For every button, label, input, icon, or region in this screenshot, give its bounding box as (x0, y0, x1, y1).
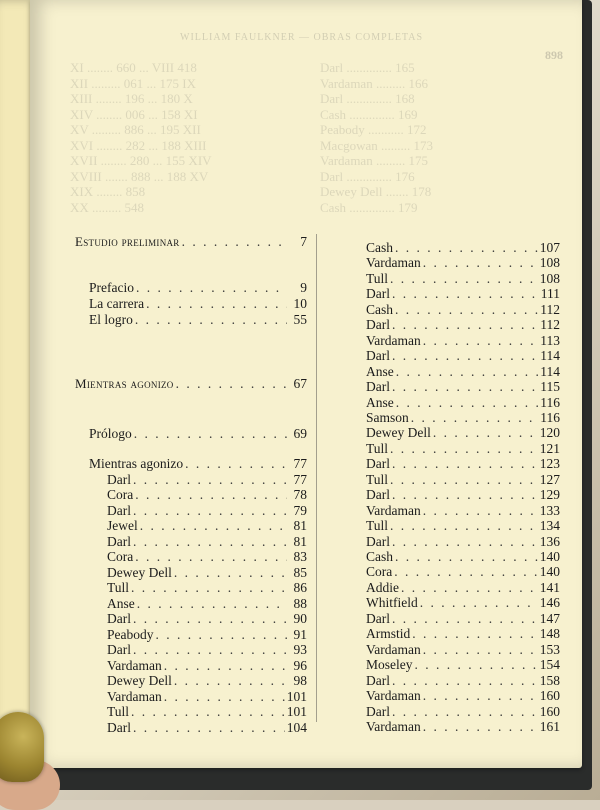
toc-entry-title: Darl (107, 472, 131, 487)
toc-entry-title: Darl (107, 534, 131, 549)
toc-entry-title: Darl (366, 487, 390, 502)
bleed-left-lines (70, 60, 300, 215)
bleed-line: XVIII ....... 888 ... 188 XV (70, 168, 209, 184)
toc-entry-title: Whitfield (366, 595, 418, 610)
dot-leader (174, 673, 287, 689)
toc-entry-page: 136 (539, 534, 560, 549)
dot-leader (133, 503, 287, 519)
toc-entry[interactable] (75, 627, 307, 643)
toc-entry[interactable] (75, 487, 307, 503)
bleed-line: Vardaman ......... 175 (320, 153, 428, 168)
dot-leader (164, 658, 287, 674)
bleed-line: Darl .............. 176 (320, 168, 415, 184)
toc-entry-page: 107 (539, 240, 560, 255)
toc-entry-page: 140 (539, 564, 560, 579)
dot-leader (392, 611, 538, 627)
toc-entry-page: 160 (539, 688, 560, 703)
toc-entry-page: 154 (539, 657, 560, 672)
dot-leader (176, 376, 287, 392)
toc-entry[interactable] (366, 518, 560, 534)
toc-entry-page: 148 (539, 626, 560, 641)
dot-leader (133, 534, 287, 550)
toc-entry[interactable] (75, 704, 307, 720)
toc-entry[interactable] (366, 534, 560, 550)
column-divider (316, 234, 317, 722)
toc-entry[interactable] (366, 333, 560, 349)
toc-entry-title: Vardaman (366, 255, 421, 270)
toc-entry[interactable] (75, 472, 307, 488)
dot-leader (392, 317, 538, 333)
toc-entry-page: 96 (293, 658, 307, 673)
toc-entry-title: Cora (107, 487, 134, 502)
toc-entry-title: Cora (107, 549, 134, 564)
toc-entry-title: Peabody (107, 627, 154, 642)
toc-entry[interactable] (75, 580, 307, 596)
toc-entry-page: 9 (300, 280, 307, 295)
toc-entry[interactable] (366, 719, 560, 735)
toc-entry-title: Cash (366, 549, 393, 564)
dot-leader (423, 255, 538, 271)
dot-leader (136, 280, 287, 296)
dot-leader (423, 503, 538, 519)
toc-entry[interactable] (366, 425, 560, 441)
toc-entry-page: 160 (539, 704, 560, 719)
dot-leader (394, 564, 538, 580)
dot-leader (392, 534, 538, 550)
toc-entry[interactable] (75, 720, 307, 736)
bleed-line: XI ........ 660 ... VIII 418 (70, 60, 197, 75)
toc-entry-title: Mientras agonizo (75, 376, 174, 391)
toc-entry-title: Vardaman (107, 658, 162, 673)
toc-entry[interactable] (366, 410, 560, 426)
dot-leader (390, 441, 538, 457)
dot-leader (131, 580, 287, 596)
bleed-line: Darl .............. 168 (320, 91, 415, 106)
dot-leader (423, 333, 539, 349)
bleed-line: Macgowan ......... 173 (320, 137, 434, 153)
toc-entry-title: Vardaman (107, 689, 162, 704)
toc-entry-title: Darl (366, 673, 390, 688)
toc-entry-title: Dewey Dell (366, 425, 431, 440)
dot-leader (423, 642, 538, 658)
toc-entry-title: Vardaman (366, 503, 421, 518)
toc-entry-title: Tull (366, 518, 389, 533)
toc-entry-title: Samson (366, 410, 409, 425)
toc-entry-page: 112 (540, 302, 560, 317)
toc-entry[interactable] (366, 456, 560, 472)
toc-entry[interactable] (75, 611, 307, 627)
toc-entry-page: 67 (293, 376, 307, 391)
toc-entry-page: 83 (293, 549, 307, 564)
dot-leader (392, 487, 538, 503)
toc-entry-page: 98 (293, 673, 307, 688)
toc-entry[interactable] (75, 456, 307, 472)
dot-leader (392, 348, 538, 364)
toc-entry-page: 77 (293, 456, 307, 471)
dot-leader (134, 426, 287, 442)
toc-entry-title: Tull (107, 704, 130, 719)
toc-entry-page: 146 (539, 595, 560, 610)
toc-entry-page: 10 (293, 296, 307, 311)
toc-entry-title: Darl (366, 456, 390, 471)
toc-entry-page: 90 (293, 611, 307, 626)
toc-entry-title: Tull (366, 441, 389, 456)
toc-entry[interactable] (366, 271, 560, 287)
toc-entry-page: 55 (293, 312, 307, 327)
toc-entry-page: 111 (540, 286, 560, 301)
toc-entry-page: 77 (293, 472, 307, 487)
dot-leader (133, 642, 287, 658)
toc-entry-title: Vardaman (366, 688, 421, 703)
bleed-line: Cash .............. 179 (320, 199, 418, 215)
toc-entry-page: 81 (293, 518, 307, 533)
toc-entry[interactable] (75, 503, 307, 519)
bleed-line: Cash .............. 169 (320, 106, 418, 122)
bleed-line: XIX ........ 858 (70, 184, 146, 199)
toc-entry[interactable] (366, 626, 560, 642)
toc-entry[interactable] (366, 704, 560, 720)
toc-entry-page: 104 (286, 720, 307, 735)
toc-entry[interactable] (366, 348, 560, 364)
toc-entry[interactable] (366, 564, 560, 580)
toc-entry[interactable] (366, 240, 560, 256)
toc-entry-title: Darl (366, 286, 390, 301)
toc-entry-title: Darl (107, 611, 131, 626)
dot-leader (423, 688, 538, 704)
toc-entry-title: Tull (366, 271, 389, 286)
toc-entry-page: 114 (540, 348, 560, 363)
toc-entry-title: Vardaman (366, 333, 421, 348)
toc-entry[interactable] (366, 487, 560, 503)
dot-leader (392, 379, 538, 395)
toc-entry-page: 7 (300, 234, 307, 249)
toc-entry-title: Darl (107, 642, 131, 657)
dot-leader (185, 456, 287, 472)
dot-leader (412, 626, 537, 642)
dot-leader (423, 719, 538, 735)
toc-entry-title: Prólogo (89, 426, 132, 441)
toc-entry-page: 123 (539, 456, 560, 471)
toc-entry-title: Cash (366, 302, 393, 317)
toc-entry-title: Darl (107, 720, 131, 735)
toc-entry[interactable] (366, 503, 560, 519)
toc-entry[interactable] (75, 658, 307, 674)
dot-leader (135, 549, 287, 565)
toc-entry-page: 112 (540, 317, 560, 332)
toc-entry-page: 115 (540, 379, 560, 394)
toc-entry[interactable] (75, 549, 307, 565)
toc-entry-page: 69 (293, 426, 307, 441)
dot-leader (390, 518, 538, 534)
bleed-line: XIII ........ 196 ... 180 X (70, 91, 193, 106)
dot-leader (392, 456, 538, 472)
toc-entry[interactable] (75, 376, 307, 392)
dot-leader (131, 704, 285, 720)
toc-entry[interactable] (366, 286, 560, 302)
bleed-right-lines (320, 60, 520, 215)
toc-entry-page: 161 (539, 719, 560, 734)
toc-entry-page: 141 (539, 580, 560, 595)
toc-entry-title: Prefacio (89, 280, 134, 295)
bleed-through-text (50, 0, 570, 220)
dot-leader (411, 410, 538, 426)
dot-leader (174, 565, 287, 581)
toc-entry-title: Addie (366, 580, 399, 595)
toc-entry[interactable] (366, 441, 560, 457)
bleed-line: Vardaman ......... 166 (320, 75, 428, 91)
dot-leader (392, 286, 539, 302)
toc-entry-title: Cora (366, 564, 393, 579)
toc-entry[interactable] (75, 518, 307, 534)
toc-entry-title: Tull (107, 580, 130, 595)
toc-entry-page: 78 (293, 487, 307, 502)
toc-entry[interactable] (75, 642, 307, 658)
book-page (30, 0, 582, 768)
toc-entry-title: Darl (366, 317, 390, 332)
toc-entry[interactable] (75, 426, 307, 442)
dot-leader (420, 595, 538, 611)
toc-entry[interactable] (366, 472, 560, 488)
toc-entry-page: 116 (540, 410, 560, 425)
dot-leader (392, 704, 538, 720)
bleed-line: Darl .............. 165 (320, 60, 415, 75)
toc-entry[interactable] (366, 549, 560, 565)
toc-entry-page: 108 (539, 271, 560, 286)
toc-entry-title: Anse (366, 364, 394, 379)
toc-entry[interactable] (75, 534, 307, 550)
dot-leader (390, 271, 538, 287)
toc-entry-page: 140 (539, 549, 560, 564)
dot-leader (433, 425, 538, 441)
toc-entry[interactable] (366, 688, 560, 704)
dot-leader (133, 611, 287, 627)
toc-entry[interactable] (75, 689, 307, 705)
toc-entry[interactable] (75, 234, 307, 250)
toc-entry-title: Dewey Dell (107, 565, 172, 580)
toc-entry-title: La carrera (89, 296, 145, 311)
toc-entry-title: Estudio preliminar (75, 234, 180, 249)
toc-entry-page: 158 (539, 673, 560, 688)
toc-entry-title: Mientras agonizo (89, 456, 184, 471)
bleed-line: XVII ........ 280 ... 155 XIV (70, 153, 212, 168)
toc-entry[interactable] (366, 580, 560, 596)
dot-leader (182, 234, 287, 250)
toc-entry[interactable] (366, 611, 560, 627)
bleed-page-number: 898 (545, 48, 563, 62)
bleed-line: Peabody ........... 172 (320, 122, 427, 137)
toc-entry-page: 129 (539, 487, 560, 502)
dot-leader (401, 580, 538, 596)
toc-entry-page: 79 (293, 503, 307, 518)
toc-entry-page: 88 (293, 596, 307, 611)
dot-leader (146, 296, 287, 312)
toc-entry-page: 153 (539, 642, 560, 657)
dot-leader (135, 487, 287, 503)
bleed-line: XII ......... 061 ... 175 IX (70, 75, 197, 91)
toc-entry[interactable] (366, 379, 560, 395)
dot-leader (395, 240, 538, 256)
toc-entry[interactable] (366, 595, 560, 611)
toc-entry-title: Tull (366, 472, 389, 487)
toc-entry[interactable] (366, 657, 560, 673)
dot-leader (396, 395, 539, 411)
toc-entry-title: Moseley (366, 657, 413, 672)
toc-entry-page: 133 (539, 503, 560, 518)
toc-entry-title: Darl (366, 704, 390, 719)
toc-entry-title: Armstid (366, 626, 411, 641)
toc-entry-page: 134 (539, 518, 560, 533)
toc-entry-title: Darl (366, 611, 390, 626)
toc-entry-page: 120 (539, 425, 560, 440)
toc-entry-title: Anse (107, 596, 135, 611)
toc-entry-page: 85 (293, 565, 307, 580)
bleed-line: XVI ........ 282 ... 188 XIII (70, 137, 207, 153)
toc-entry-page: 86 (293, 580, 307, 595)
dot-leader (390, 472, 538, 488)
dot-leader (133, 472, 287, 488)
dot-leader (137, 596, 287, 612)
toc-entry-title: Darl (107, 503, 131, 518)
toc-entry[interactable] (366, 395, 560, 411)
bleed-line: XX ......... 548 (70, 199, 145, 215)
toc-entry[interactable] (75, 312, 307, 328)
bleed-header: WILLIAM FAULKNER — OBRAS COMPLETAS (180, 32, 424, 43)
bleed-line: Dewey Dell ....... 178 (320, 184, 432, 199)
toc-entry[interactable] (366, 364, 560, 380)
toc-entry[interactable] (366, 642, 560, 658)
toc-entry-page: 114 (540, 364, 560, 379)
toc-entry[interactable] (366, 302, 560, 318)
dot-leader (395, 549, 538, 565)
toc-entry-page: 121 (539, 441, 560, 456)
toc-entry-title: Cash (366, 240, 393, 255)
toc-entry[interactable] (75, 296, 307, 312)
dot-leader (164, 689, 285, 705)
toc-entry-page: 101 (286, 704, 307, 719)
toc-entry-page: 91 (293, 627, 307, 642)
toc-entry-page: 93 (293, 642, 307, 657)
toc-entry-title: El logro (89, 312, 133, 327)
bleed-line: XIV ........ 006 ... 158 XI (70, 106, 198, 122)
dot-leader (135, 312, 287, 328)
dot-leader (395, 302, 538, 318)
toc-entry[interactable] (75, 280, 307, 296)
toc-entry-title: Darl (366, 534, 390, 549)
toc-entry-page: 113 (540, 333, 560, 348)
toc-entry-title: Jewel (107, 518, 138, 533)
toc-entry-page: 147 (539, 611, 560, 626)
dot-leader (415, 657, 538, 673)
bleed-line: XV ......... 886 ... 195 XII (70, 122, 201, 137)
thumb-nail (0, 712, 44, 782)
dot-leader (133, 720, 285, 736)
toc-entry[interactable] (75, 565, 307, 581)
toc-entry-page: 81 (293, 534, 307, 549)
toc-entry-title: Darl (366, 348, 390, 363)
toc-entry-title: Vardaman (366, 642, 421, 657)
toc-entry-title: Vardaman (366, 719, 421, 734)
toc-entry[interactable] (75, 596, 307, 612)
dot-leader (392, 673, 538, 689)
toc-entry[interactable] (75, 673, 307, 689)
toc-entry[interactable] (366, 255, 560, 271)
toc-entry-title: Darl (366, 379, 390, 394)
toc-entry-page: 108 (539, 255, 560, 270)
toc-entry-title: Anse (366, 395, 394, 410)
toc-entry[interactable] (366, 673, 560, 689)
toc-entry-page: 101 (286, 689, 307, 704)
toc-entry-title: Dewey Dell (107, 673, 172, 688)
toc-entry[interactable] (366, 317, 560, 333)
dot-leader (156, 627, 288, 643)
dot-leader (396, 364, 539, 380)
dot-leader (140, 518, 287, 534)
toc-entry-page: 127 (539, 472, 560, 487)
toc-entry-page: 116 (540, 395, 560, 410)
